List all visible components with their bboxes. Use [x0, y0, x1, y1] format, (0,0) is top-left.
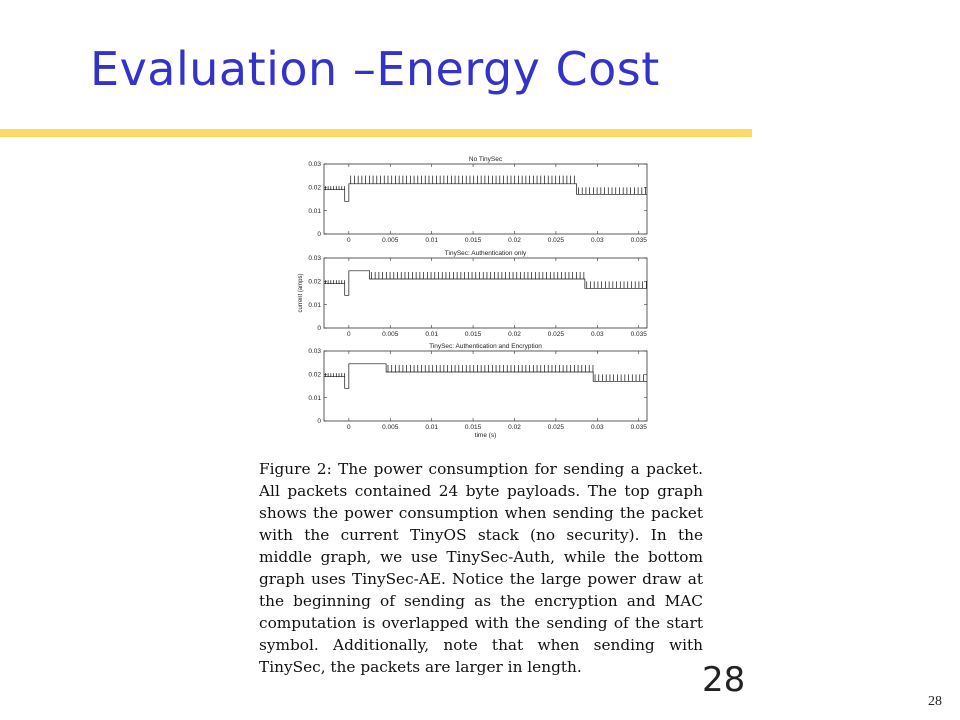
current-trace-series: [324, 364, 647, 389]
x-tick-label: 0.025: [547, 237, 565, 244]
title-underline-rule: [0, 129, 752, 137]
x-tick-label: 0.01: [425, 424, 438, 431]
x-tick-label: 0: [347, 237, 351, 244]
x-tick-label: 0.035: [630, 424, 647, 431]
x-tick-label: 0.03: [590, 331, 604, 338]
x-tick-label: 0.005: [382, 424, 399, 431]
y-tick-label: 0.01: [308, 394, 321, 402]
x-tick-label: 0.01: [425, 331, 438, 338]
y-axis-label: current (amps): [298, 273, 304, 313]
plot-title: No TinySec: [468, 156, 503, 163]
x-tick-label: 0.01: [425, 237, 438, 244]
x-tick-label: 0.03: [590, 237, 604, 244]
x-tick-label: 0.02: [508, 331, 521, 338]
x-tick-label: 0.025: [547, 424, 565, 431]
x-tick-label: 0.015: [464, 424, 482, 431]
x-tick-label: 0: [347, 424, 351, 431]
y-tick-label: 0: [317, 231, 321, 239]
y-tick-label: 0: [317, 418, 321, 426]
plot-frame: [324, 164, 647, 234]
y-tick-label: 0.01: [308, 301, 321, 309]
plot-1: [308, 156, 647, 244]
y-tick-label: 0.03: [308, 255, 321, 263]
x-tick-label: 0.005: [382, 237, 399, 244]
figure-caption: Figure 2: The power consumption for sending a packet. All packets contained 24 byte payloads. The top graph shows the power consumption when sending the packet with the current TinyOS stack (no security). In the middle graph, we use TinySec-Auth, while the bottom graph uses TinySec-AE. Notice the large power draw at the beginning of sending as the encryption and MAC computation is overlapped with the sending of the start symbol. Additionally, note that when sending with TinySec, the packets are larger in length.: [259, 460, 703, 676]
plot-title: TinySec: Authentication and Encryption: [429, 343, 542, 350]
x-tick-label: 0: [347, 331, 351, 338]
plot-2: [298, 250, 647, 338]
x-tick-label: 0.025: [547, 331, 565, 338]
x-tick-label: 0.02: [508, 424, 521, 431]
page-number: 28: [928, 694, 942, 709]
y-tick-label: 0.03: [308, 161, 321, 169]
figure-plots: [290, 148, 670, 448]
x-tick-label: 0.03: [590, 424, 604, 431]
y-tick-label: 0.03: [308, 348, 321, 356]
plot-3: [308, 343, 647, 439]
y-tick-label: 0.02: [308, 278, 321, 286]
power-consumption-plots: [290, 148, 670, 448]
x-tick-label: 0.015: [464, 331, 482, 338]
y-tick-label: 0: [317, 325, 321, 333]
plot-frame: [324, 258, 647, 328]
x-tick-label: 0.005: [382, 331, 399, 338]
x-tick-label: 0.02: [508, 237, 521, 244]
plot-title: TinySec: Authentication only: [444, 250, 527, 257]
plot-frame: [324, 351, 647, 421]
current-trace-series: [324, 271, 647, 296]
y-tick-label: 0.02: [308, 371, 321, 379]
slide-title: Evaluation –Energy Cost: [90, 42, 660, 96]
x-tick-label: 0.035: [630, 237, 647, 244]
y-tick-label: 0.02: [308, 184, 321, 192]
x-axis-label: time (s): [474, 432, 497, 439]
y-tick-label: 0.01: [308, 207, 321, 215]
x-tick-label: 0.035: [630, 331, 647, 338]
slide-number-large: 28: [702, 660, 746, 700]
current-trace-series: [324, 176, 647, 202]
x-tick-label: 0.015: [464, 237, 482, 244]
